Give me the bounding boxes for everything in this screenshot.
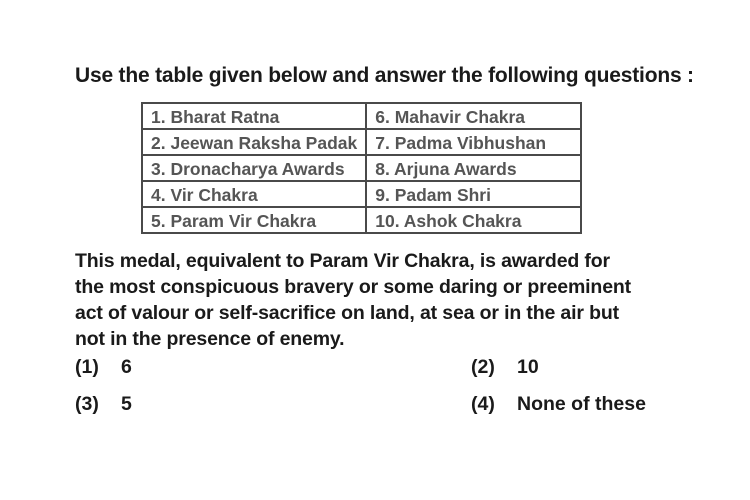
- question-line: the most conspicuous bravery or some daring or preeminent: [75, 276, 631, 298]
- table-row: [142, 129, 581, 155]
- option-number: (1): [75, 356, 99, 378]
- table-cell: 10. Ashok Chakra: [366, 207, 581, 233]
- table-row: [142, 181, 581, 207]
- table-row: [142, 207, 581, 233]
- table-cell: 1. Bharat Ratna: [142, 103, 366, 129]
- table-row: [142, 103, 581, 129]
- question-line: act of valour or self-sacrifice on land, at sea or in the air but: [75, 302, 619, 324]
- option-2[interactable]: [471, 356, 539, 379]
- option-text: 10: [517, 356, 539, 378]
- table-cell: 2. Jeewan Raksha Padak: [142, 129, 366, 155]
- table-cell: 8. Arjuna Awards: [366, 155, 581, 181]
- question-line: This medal, equivalent to Param Vir Chakra, is awarded for: [75, 250, 610, 272]
- instruction-text: Use the table given below and answer the following questions :: [75, 64, 694, 87]
- option-number: (2): [471, 356, 495, 378]
- table-cell: 7. Padma Vibhushan: [366, 129, 581, 155]
- question-text: [75, 248, 675, 352]
- option-text: 6: [121, 356, 132, 378]
- option-3[interactable]: [75, 393, 132, 416]
- table-cell: 6. Mahavir Chakra: [366, 103, 581, 129]
- table-cell: 3. Dronacharya Awards: [142, 155, 366, 181]
- table-cell: 4. Vir Chakra: [142, 181, 366, 207]
- option-4[interactable]: [471, 393, 646, 416]
- question-line: not in the presence of enemy.: [75, 328, 345, 350]
- awards-table: [141, 102, 582, 234]
- option-number: (3): [75, 393, 99, 415]
- table-cell: 9. Padam Shri: [366, 181, 581, 207]
- option-1[interactable]: [75, 356, 132, 379]
- option-text: None of these: [517, 393, 646, 415]
- table-cell: 5. Param Vir Chakra: [142, 207, 366, 233]
- table-row: [142, 155, 581, 181]
- option-text: 5: [121, 393, 132, 415]
- option-number: (4): [471, 393, 495, 415]
